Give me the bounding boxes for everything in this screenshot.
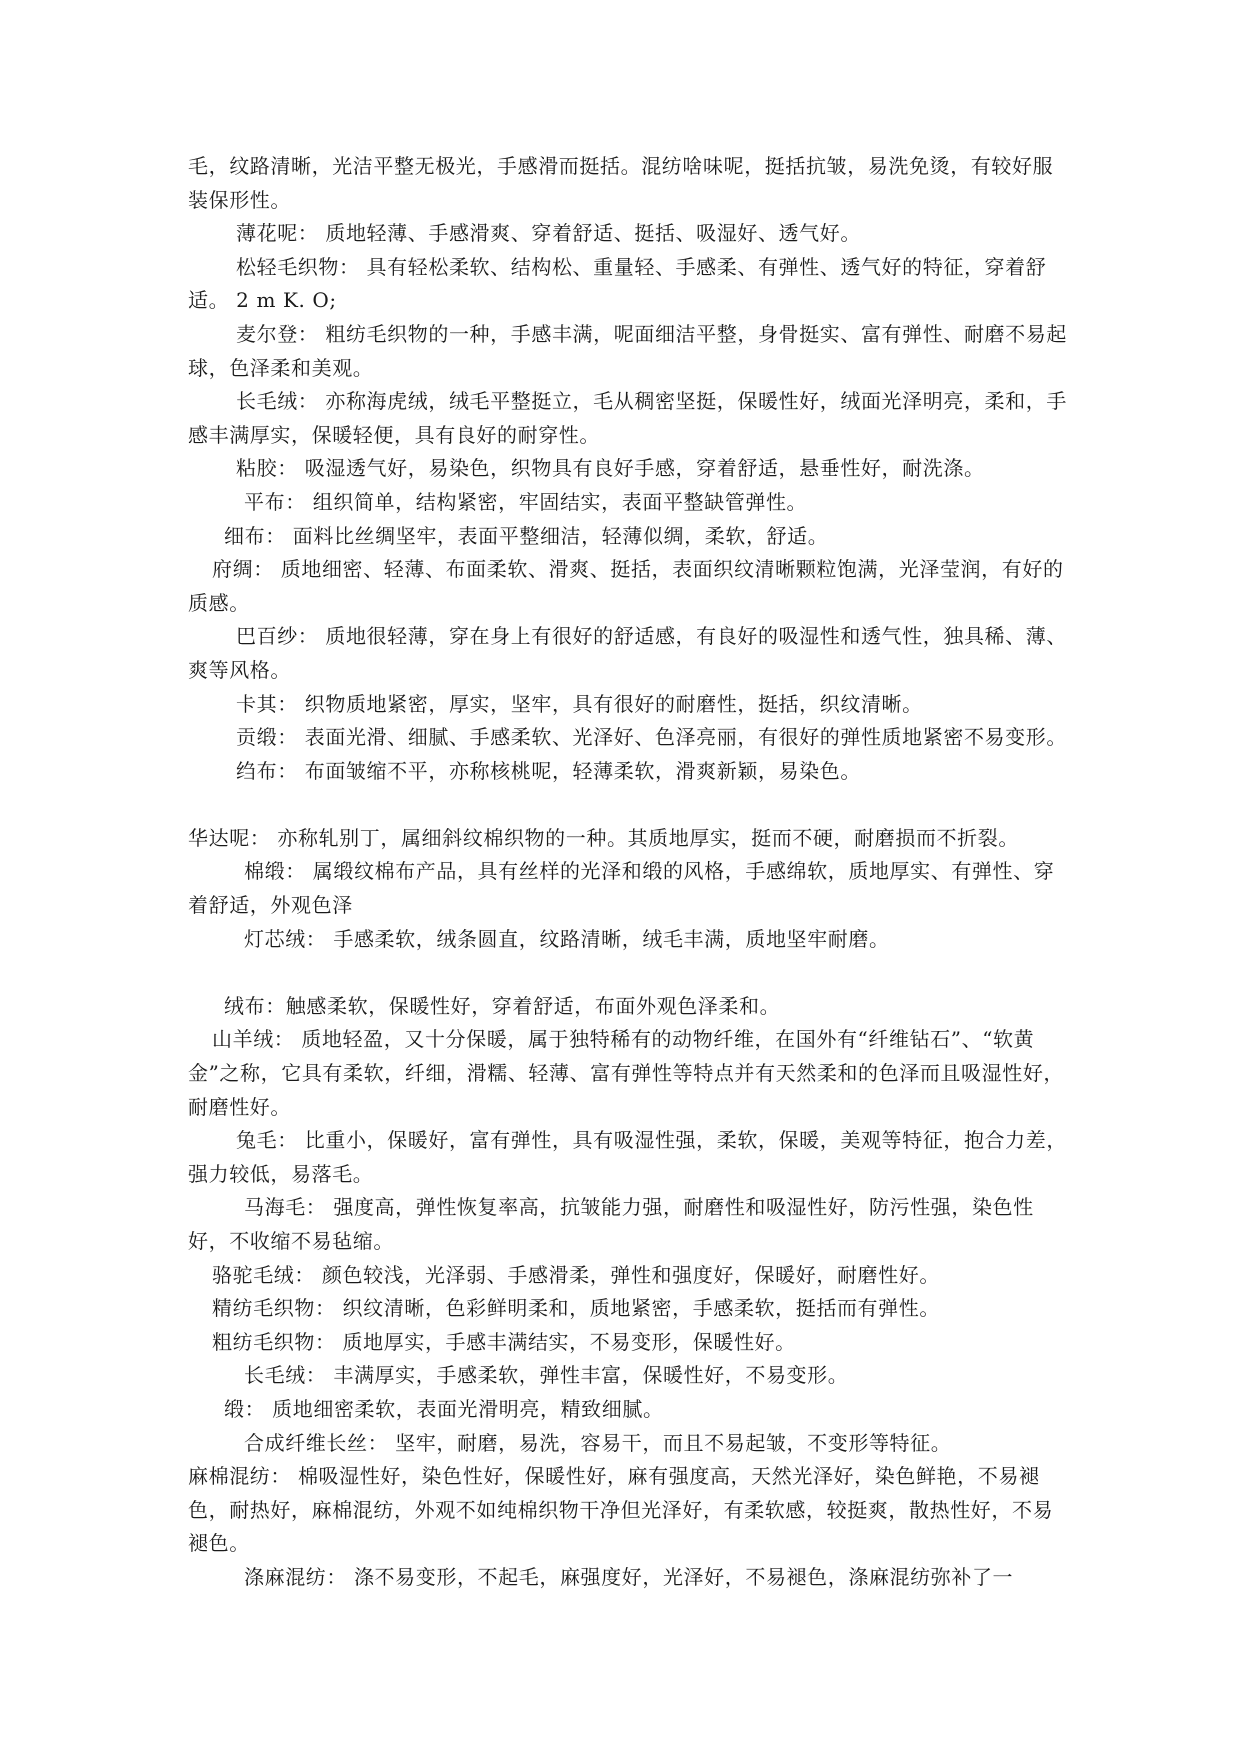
paragraph: 平布： 组织简单，结构紧密，牢固结实，表面平整缺管弹性。 xyxy=(244,489,808,514)
paragraph: 麦尔登： 粗纺毛织物的一种，手感丰满，呢面细洁平整，身骨挺实、富有弹性、耐磨不易起球，色泽柔和美观。 xyxy=(188,321,1067,380)
blank-line xyxy=(188,956,1068,990)
paragraph: 细布： 面料比丝绸坚牢，表面平整细洁，轻薄似绸，柔软，舒适。 xyxy=(224,523,829,548)
blank-line xyxy=(188,788,1068,822)
paragraph: 缎： 质地细密柔软，表面光滑明亮，精致细腻。 xyxy=(224,1396,664,1421)
paragraph: 粘胶： 吸湿透气好，易染色，织物具有良好手感，穿着舒适，悬垂性好，耐洗涤。 xyxy=(236,456,985,481)
paragraph: 长毛绒： 丰满厚实，手感柔软，弹性丰富，保暖性好，不易变形。 xyxy=(244,1363,849,1388)
paragraph: 精纺毛织物： 织纹清晰，色彩鲜明柔和，质地紧密，手感柔软，挺括而有弹性。 xyxy=(212,1296,940,1321)
paragraph: 麻棉混纺： 棉吸湿性好，染色性好，保暖性好，麻有强度高，天然光泽好，染色鲜艳，不易褪色，耐热好，麻棉混纺，外观不如纯棉织物干净但光泽好，有柔软感，较挺爽，散热性好，不易褪色。 xyxy=(188,1464,1054,1556)
paragraph: 灯芯绒： 手感柔软，绒条圆直，纹路清晰，绒毛丰满，质地坚牢耐磨。 xyxy=(244,926,890,951)
paragraph: 粗纺毛织物： 质地厚实，手感丰满结实，不易变形，保暖性好。 xyxy=(212,1329,796,1354)
paragraph: 兔毛： 比重小，保暖好，富有弹性，具有吸湿性强，柔软，保暖，美观等特征，抱合力差，强力较低，易落毛。 xyxy=(188,1128,1067,1186)
paragraph: 松轻毛织物： 具有轻松柔软、结构松、重量轻、手感柔、有弹性、透气好的特征，穿着舒适。 2 m K. O; xyxy=(188,254,1047,313)
paragraph: 巴百纱： 质地很轻薄，穿在身上有很好的舒适感，有良好的吸湿性和透气性，独具稀、薄、爽等风格。 xyxy=(188,624,1067,682)
paragraph: 马海毛： 强度高，弹性恢复率高，抗皱能力强，耐磨性和吸湿性好，防污性强，染色性好，不收缩不易毡缩。 xyxy=(188,1195,1034,1253)
paragraph: 山羊绒： 质地轻盈，又十分保暖，属于独特稀有的动物纤维，在国外有“纤维钻石”、“软黄金”之称，它具有柔软，纤细，滑糯、轻薄、富有弹性等特点并有天然柔和的色泽而且吸湿性好，耐磨性好。 xyxy=(188,1027,1065,1119)
paragraph: 府绸： 质地细密、轻薄、布面柔软、滑爽、挺括，表面织纹清晰颗粒饱满，光泽莹润，有好的质感。 xyxy=(188,557,1064,615)
paragraph: 绉布： 布面皱缩不平，亦称核桃呢，轻薄柔软，滑爽新颖，易染色。 xyxy=(236,758,861,783)
paragraph: 长毛绒： 亦称海虎绒，绒毛平整挺立，毛从稠密坚挺，保暖性好，绒面光泽明亮，柔和，手感丰满厚实，保暖轻便，具有良好的耐穿性。 xyxy=(188,389,1067,447)
paragraph: 华达呢： 亦称轧别丁，属细斜纹棉织物的一种。其质地厚实，挺而不硬，耐磨损而不折裂。 xyxy=(188,825,1019,850)
paragraph: 骆驼毛绒： 颜色较浅，光泽弱、手感滑柔，弹性和强度好，保暖好，耐磨性好。 xyxy=(212,1262,940,1287)
paragraph: 合成纤维长丝： 坚牢，耐磨，易洗，容易干，而且不易起皱，不变形等特征。 xyxy=(244,1430,952,1455)
paragraph: 薄花呢： 质地轻薄、手感滑爽、穿着舒适、挺括、吸湿好、透气好。 xyxy=(236,221,861,246)
document-body xyxy=(188,150,1068,1595)
paragraph: 贡缎： 表面光滑、细腻、手感柔软、光泽好、色泽亮丽，有很好的弹性质地紧密不易变形。 xyxy=(236,725,1067,750)
paragraph: 涤麻混纺： 涤不易变形，不起毛，麻强度好，光泽好，不易褪色，涤麻混纺弥补了一 xyxy=(244,1564,1014,1589)
paragraph: 棉缎： 属缎纹棉布产品，具有丝样的光泽和缎的风格，手感绵软，质地厚实、有弹性、穿着舒适，外观色泽 xyxy=(188,859,1055,918)
paragraph: 绒布：触感柔软，保暖性好，穿着舒适，布面外观色泽柔和。 xyxy=(224,993,781,1018)
paragraph: 毛，纹路清晰，光洁平整无极光，手感滑而挺括。混纺啥味呢，挺括抗皱，易洗免烫，有较好服装保形性。 xyxy=(188,154,1054,212)
paragraph: 卡其： 织物质地紧密，厚实，坚牢，具有很好的耐磨性，挺括，织纹清晰。 xyxy=(236,691,923,716)
